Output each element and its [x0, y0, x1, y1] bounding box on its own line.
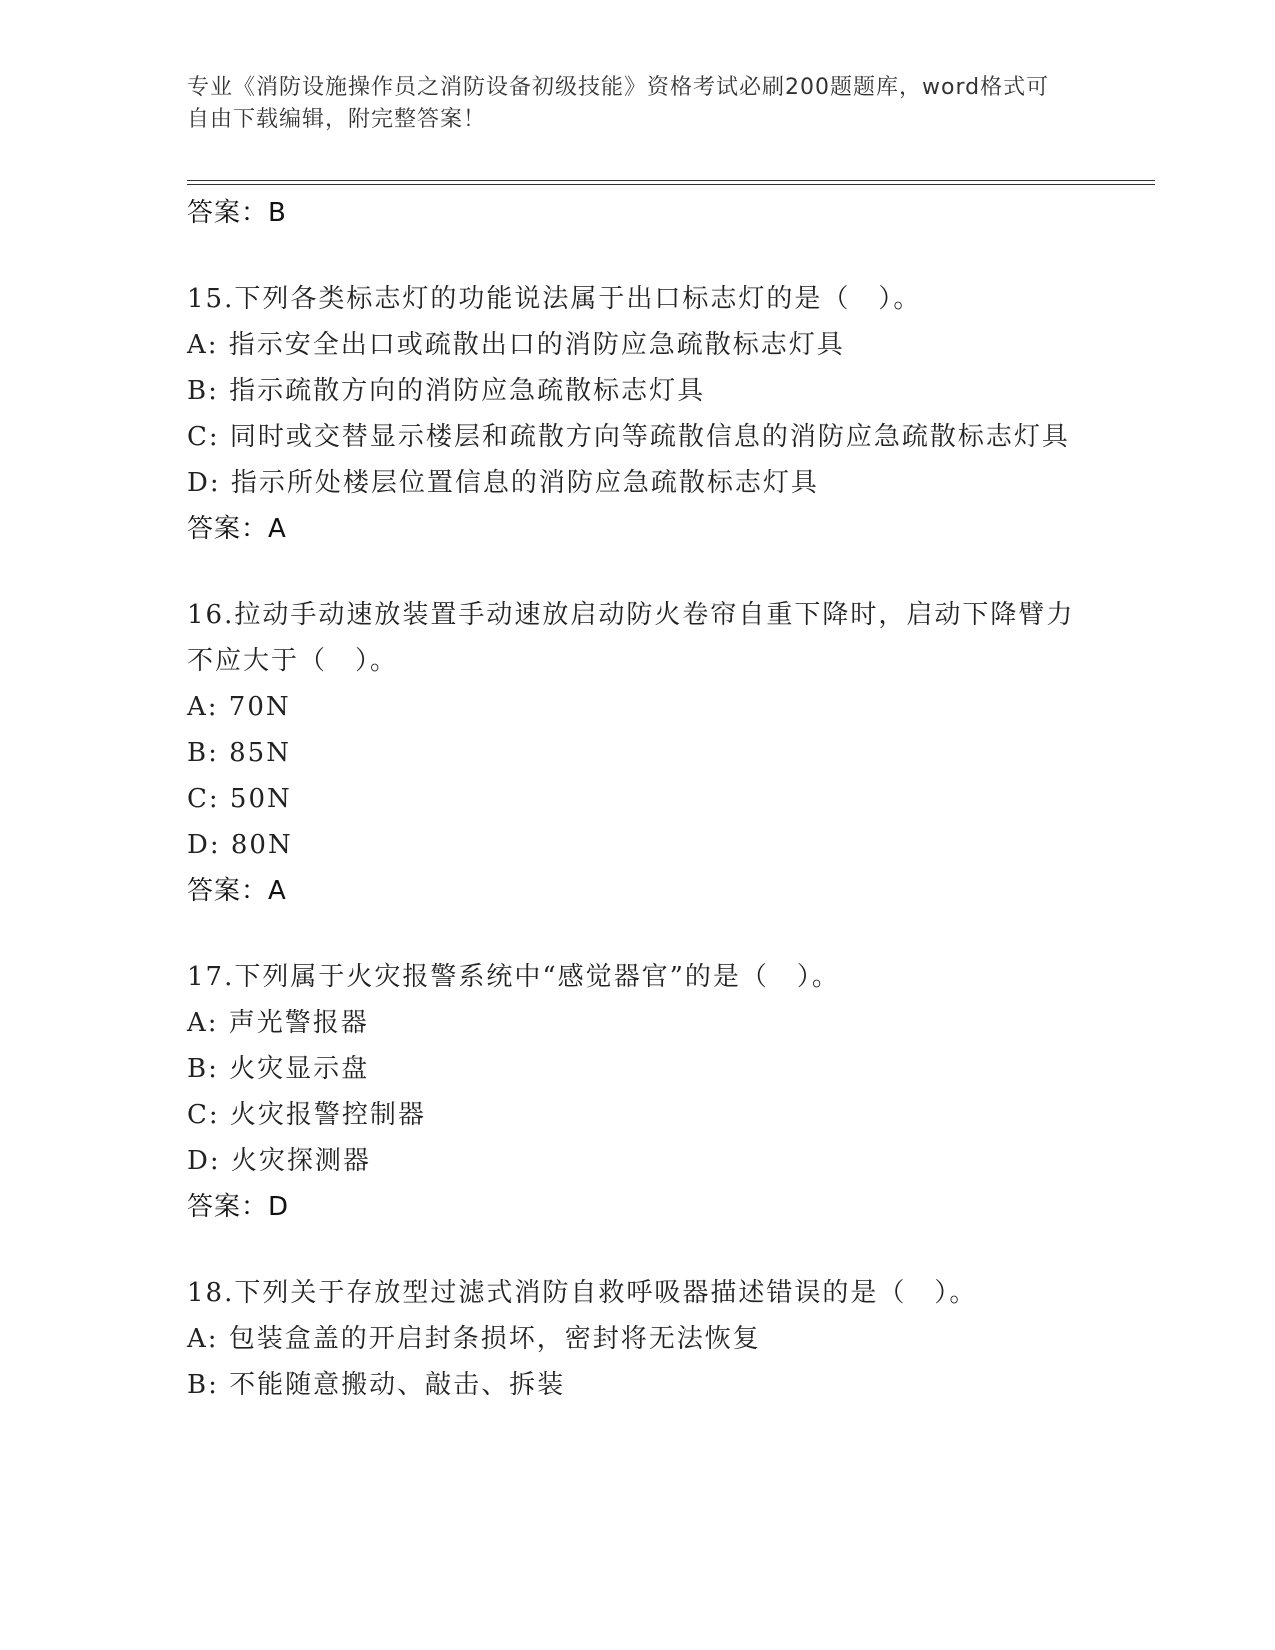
- option-d: D: 火灾探测器: [187, 1146, 371, 1176]
- header-text: 专业《消防设施操作员之消防设备初级技能》资格考试必刷200题题库，word格式可自由下载编辑，附完整答案！: [187, 75, 1050, 132]
- answer-line: 答案：D: [187, 1192, 290, 1222]
- document-body: [187, 190, 1087, 1408]
- question-15: [187, 276, 1087, 552]
- option-b: B: 不能随意搬动、敲击、拆装: [187, 1370, 566, 1400]
- option-c: C: 50N: [187, 784, 292, 814]
- option-b: B: 指示疏散方向的消防应急疏散标志灯具: [187, 376, 706, 406]
- answer-line: 答案：B: [187, 198, 287, 228]
- document-header: [187, 72, 1067, 136]
- option-c: C: 同时或交替显示楼层和疏散方向等疏散信息的消防应急疏散标志灯具: [187, 422, 1070, 452]
- option-a: A: 包装盒盖的开启封条损坏，密封将无法恢复: [187, 1324, 761, 1354]
- option-c: C: 火灾报警控制器: [187, 1100, 426, 1130]
- question-text: 15.下列各类标志灯的功能说法属于出口标志灯的是（ ）。: [187, 284, 922, 314]
- option-a: A: 指示安全出口或疏散出口的消防应急疏散标志灯具: [187, 330, 845, 360]
- question-text: 18.下列关于存放型过滤式消防自救呼吸器描述错误的是（ ）。: [187, 1278, 978, 1308]
- option-d: D: 80N: [187, 830, 293, 860]
- question-text: 16.拉动手动速放装置手动速放启动防火卷帘自重下降时，启动下降臂力不应大于（ ）。: [187, 600, 1075, 676]
- question-17: [187, 954, 1087, 1230]
- option-a: A: 声光警报器: [187, 1008, 369, 1038]
- option-b: B: 85N: [187, 738, 291, 768]
- answer-line: 答案：A: [187, 876, 287, 906]
- option-a: A: 70N: [187, 692, 291, 722]
- question-text: 17.下列属于火灾报警系统中“感觉器官”的是（ ）。: [187, 962, 840, 992]
- header-double-rule: [187, 180, 1155, 185]
- option-d: D: 指示所处楼层位置信息的消防应急疏散标志灯具: [187, 468, 819, 498]
- question-16: [187, 592, 1087, 914]
- option-b: B: 火灾显示盘: [187, 1054, 370, 1084]
- answer-line: 答案：A: [187, 514, 287, 544]
- question-18: [187, 1270, 1087, 1408]
